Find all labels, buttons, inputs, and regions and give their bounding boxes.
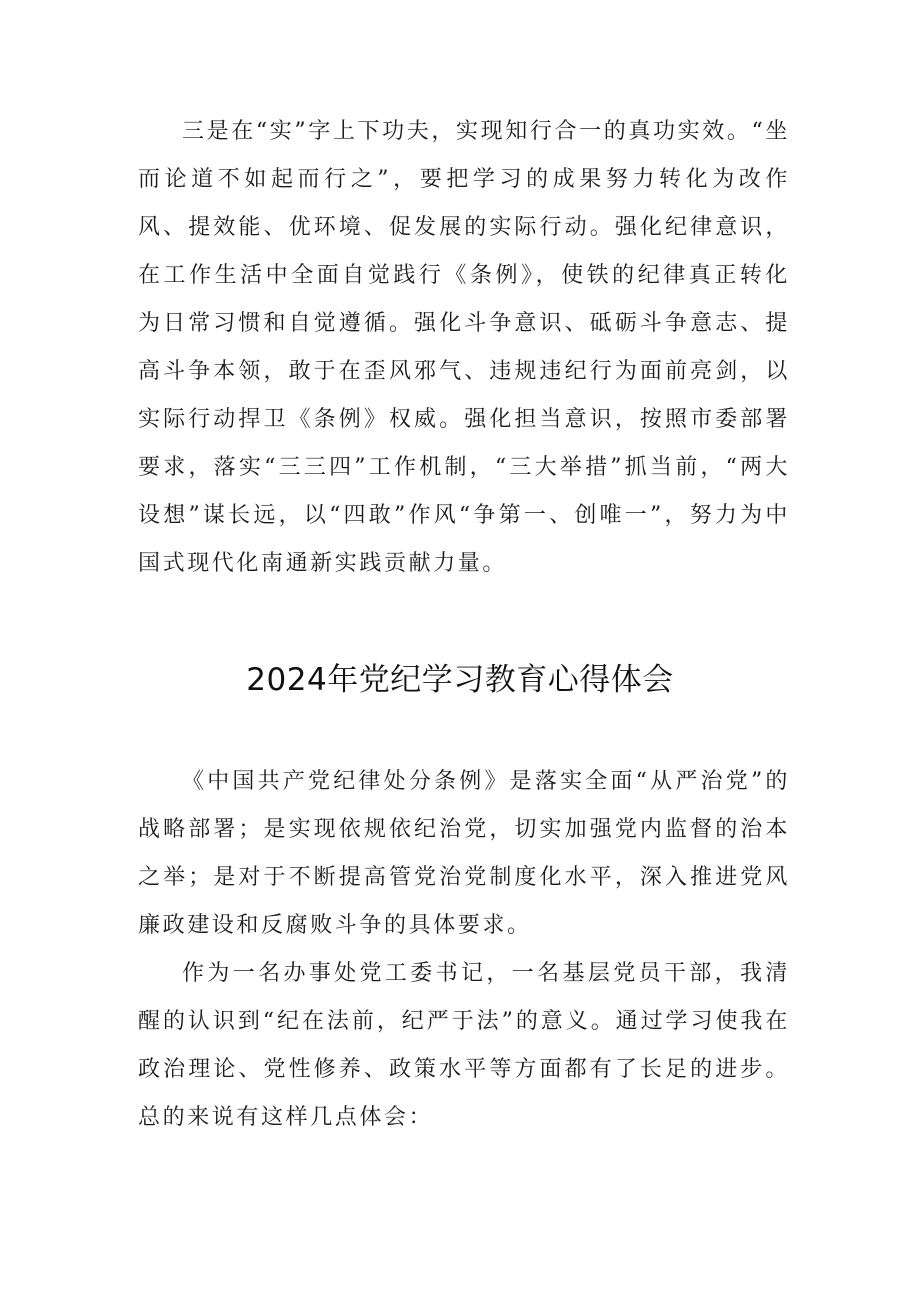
document-title: 2024年党纪学习教育心得体会 — [246, 662, 674, 698]
paragraph-experience: 作为一名办事处党工委书记，一名基层党员干部，我清醒的认识到“纪在法前，纪严于法”的意义。通过学习使我在政治理论、党性修养、政策水平等方面都有了长足的进步。总的来说有这样几点体会： — [138, 961, 790, 1130]
paragraph-regulation: 《中国共产党纪律处分条例》是落实全面“从严治党”的战略部署；是实现依规依纪治党，切实加强党内监督的治本之举；是对于不断提高管党治党制度化水平，深入推进党风廉政建设和反腐败斗争的具体要求。 — [138, 769, 790, 938]
paragraph-practice: 三是在“实”字上下功夫，实现知行合一的真功实效。“坐而论道不如起而行之”，要把学习的成果努力转化为改作风、提效能、优环境、促发展的实际行动。强化纪律意识，在工作生活中全面自觉践行《条例》，使铁的纪律真正转化为日常习惯和自觉遵循。强化斗争意识、砥砺斗争意志、提高斗争本领，敢于在歪风邪气、违规违纪行为面前亮剑，以实际行动捍卫《条例》权威。强化担当意识，按照市委部署要求，落实“三三四”工作机制，“三大举措”抓当前，“两大设想”谋长远，以“四敢”作风“争第一、创唯一”，努力为中国式现代化南通新实践贡献力量。 — [138, 119, 790, 576]
